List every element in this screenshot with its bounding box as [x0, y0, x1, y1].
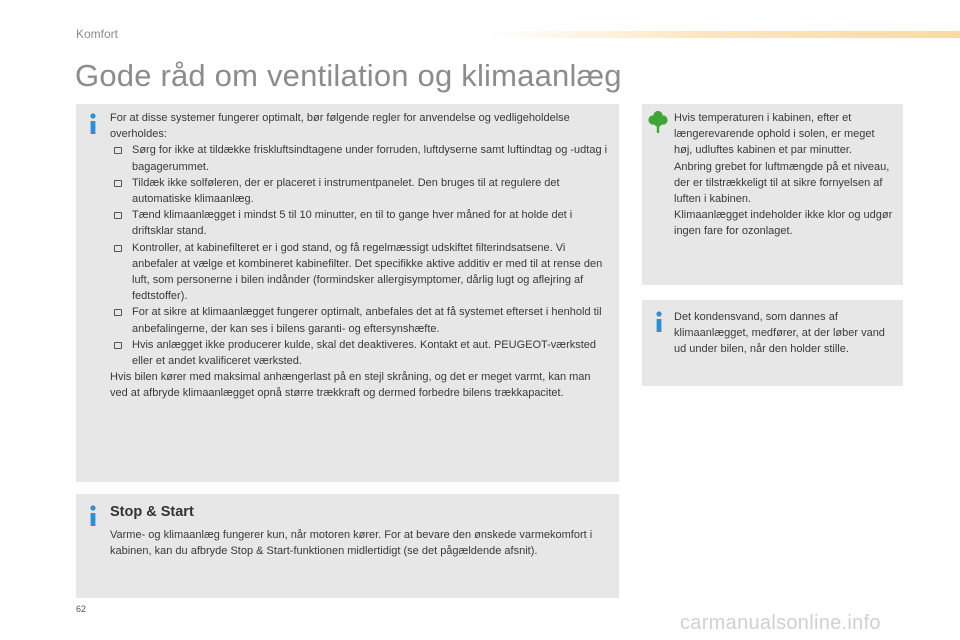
tips-box [76, 104, 619, 482]
leaf-icon [648, 110, 668, 134]
section-label: Komfort [76, 27, 119, 41]
eco-text-1: Hvis temperaturen i kabinen, efter et længerevarende ophold i solen, er meget høj, udluftes kabinen et par minutter. [674, 112, 875, 157]
header-decoration-bar [490, 31, 960, 38]
list-item: Sørg for ikke at tildække friskluftsindtagene under forruden, luftdyserne samt luftindtag og -udtag i bagagerummet. [110, 142, 611, 174]
list-item: Tildæk ikke solføleren, der er placeret i instrumentpanelet. Den bruges til at regulere det automatiske klimaanlæg. [110, 175, 611, 207]
eco-text-2: Anbring grebet for luftmængde på et niveau, der er tilstrækkeligt til at sikre fornyelsen af luften i kabinen. [674, 160, 890, 206]
info-icon [86, 504, 100, 528]
eco-text-3: Klimaanlægget indeholder ikke klor og udgør ingen fare for ozonlaget. [674, 209, 893, 238]
list-item: Tænd klimaanlægget i mindst 5 til 10 minutter, en til to gange hver måned for at holde det i driftsklar stand. [110, 207, 611, 239]
condensation-text: Det kondensvand, som dannes af klimaanlægget, medfører, at der løber vand ud under bilen, når den holder stille. [674, 311, 885, 356]
info-icon [652, 310, 666, 334]
tips-list [110, 142, 611, 369]
watermark: carmanualsonline.info [680, 612, 881, 634]
tips-intro: For at disse systemer fungerer optimalt, bør følgende regler for anvendelse og vedligeholdelse overholdes: [110, 112, 570, 141]
info-icon [86, 112, 100, 136]
eco-tip-box [642, 104, 903, 285]
list-item: Hvis anlægget ikke producerer kulde, skal det deaktiveres. Kontakt et aut. PEUGEOT-værksted eller et andet kvalificeret værksted. [110, 337, 611, 369]
tips-outro: Hvis bilen kører med maksimal anhængerlast på en stejl skråning, og det er meget varmt, kan man ved at afbryde klimaanlægget opnå større trækkraft og dermed forbedre bilens trækkapacitet. [110, 371, 591, 400]
list-item: For at sikre at klimaanlægget fungerer optimalt, anbefales det at få systemet efterset i henhold til anbefalingerne, der kan ses i bilens garanti- og eftersynshæfte. [110, 304, 611, 336]
stop-start-box [76, 494, 619, 598]
page-number: 62 [76, 604, 87, 614]
list-item: Kontroller, at kabinefilteret er i god stand, og få regelmæssigt udskiftet filterindsatsene. Vi anbefaler at vælge et kombineret kabinefilter. Det specifikke aktive additiv er med til at rense den luft, som personerne i bilen indånder (formindsker allergisymptomer, dårlig lugt og aflejring af fedtstoffer). [110, 240, 611, 305]
page-title: Gode råd om ventilation og klimaanlæg [75, 58, 622, 93]
stop-start-text: Varme- og klimaanlæg fungerer kun, når motoren kører. For at bevare den ønskede varmekomfort i kabinen, kan du afbryde Stop & Start-funktionen midlertidigt (se det pågældende afsnit). [110, 529, 593, 558]
condensation-box [642, 300, 903, 386]
stop-start-title: Stop & Start [110, 504, 194, 520]
